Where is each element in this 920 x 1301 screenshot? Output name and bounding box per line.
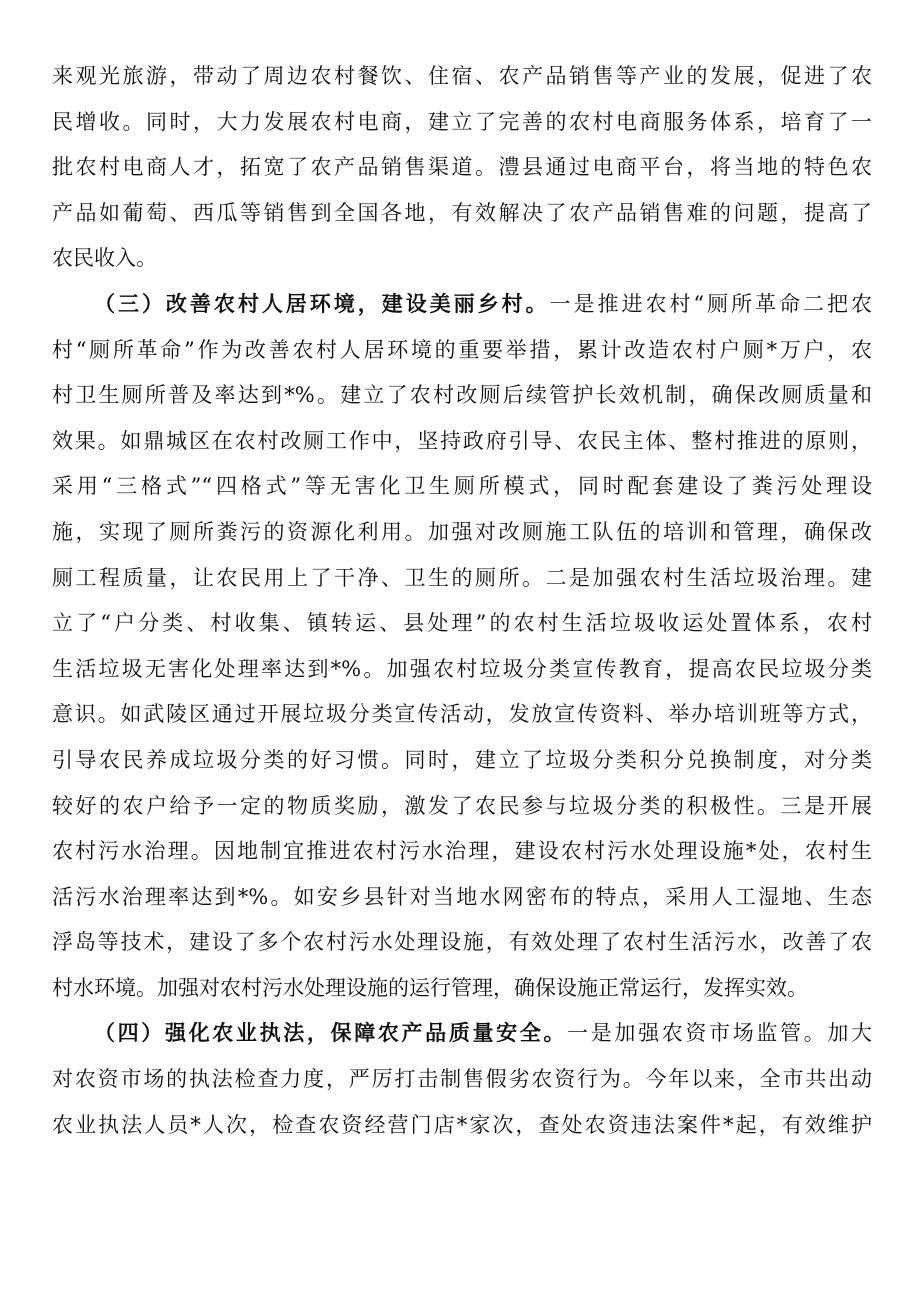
paragraph-living-environment bbox=[52, 282, 872, 1012]
paragraph-rural-ecommerce bbox=[52, 54, 872, 282]
text-line: 较好的农户给予一定的物质奖励，激发了农民参与垃圾分类的积极性。三是开展 bbox=[52, 793, 872, 818]
text-line: 农民收入。 bbox=[52, 246, 157, 271]
text-line: 立了“户分类、村收集、镇转运、县处理”的农村生活垃圾收运处置体系，农村 bbox=[52, 611, 872, 636]
text-line: 厕工程质量，让农民用上了干净、卫生的厕所。二是加强农村生活垃圾治理。建 bbox=[52, 565, 872, 590]
text-line: 村卫生厕所普及率达到*%。建立了农村改厕后续管护长效机制，确保改厕质量和 bbox=[52, 383, 872, 408]
text-line: 农村污水治理。因地制宜推进农村污水治理，建设农村污水处理设施*处，农村生 bbox=[52, 839, 872, 864]
text-line: 来观光旅游，带动了周边农村餐饮、住宿、农产品销售等产业的发展，促进了农 bbox=[52, 64, 872, 88]
text-line: 浮岛等技术，建设了多个农村污水处理设施，有效处理了农村生活污水，改善了农 bbox=[52, 930, 872, 955]
text-span: 一是加强农资市场监管。加大 bbox=[567, 1021, 872, 1046]
text-line bbox=[52, 282, 872, 328]
section-heading-3: （三）改善农村人居环境，建设美丽乡村。 bbox=[94, 291, 550, 316]
text-span: 一是推进农村“厕所革命二把农 bbox=[549, 291, 872, 316]
text-line: 村“厕所革命”作为改善农村人居环境的重要举措，累计改造农村户厕*万户，农 bbox=[52, 337, 872, 362]
text-line: 效果。如鼎城区在农村改厕工作中，坚持政府引导、农民主体、整村推进的原则， bbox=[52, 428, 872, 453]
text-line: 施，实现了厕所粪污的资源化利用。加强对改厕施工队伍的培训和管理，确保改 bbox=[52, 519, 872, 544]
text-line: 引导农民养成垃圾分类的好习惯。同时，建立了垃圾分类积分兑换制度，对分类 bbox=[52, 747, 872, 772]
text-line: 产品如葡萄、西瓜等销售到全国各地，有效解决了农产品销售难的问题，提高了 bbox=[52, 200, 872, 225]
text-line: 民增收。同时，大力发展农村电商，建立了完善的农村电商服务体系，培育了一 bbox=[52, 109, 872, 134]
text-line: 村水环境。加强对农村污水处理设施的运行管理，确保设施正常运行，发挥实效。 bbox=[52, 975, 808, 1000]
text-line: 采用“三格式”“四格式”等无害化卫生厕所模式，同时配套建设了粪污处理设 bbox=[52, 474, 872, 499]
text-line: 农业执法人员*人次，检查农资经营门店*家次，查处农资违法案件*起，有效维护 bbox=[52, 1112, 872, 1137]
text-line: 生活垃圾无害化处理率达到*%。加强农村垃圾分类宣传教育，提高农民垃圾分类 bbox=[52, 656, 872, 681]
section-heading-4: （四）强化农业执法，保障农产品质量安全。 bbox=[94, 1021, 568, 1046]
text-line: 批农村电商人才，拓宽了农产品销售渠道。澧县通过电商平台，将当地的特色农 bbox=[52, 155, 872, 180]
paragraph-agricultural-enforcement bbox=[52, 1011, 872, 1148]
document-body bbox=[52, 54, 872, 1148]
text-line: 意识。如武陵区通过开展垃圾分类宣传活动，发放宣传资料、举办培训班等方式， bbox=[52, 702, 872, 727]
text-line: 活污水治理率达到*%。如安乡县针对当地水网密布的特点，采用人工湿地、生态 bbox=[52, 884, 872, 909]
text-line bbox=[52, 1011, 872, 1057]
text-line: 对农资市场的执法检查力度，严厉打击制售假劣农资行为。今年以来，全市共出动 bbox=[52, 1067, 872, 1092]
